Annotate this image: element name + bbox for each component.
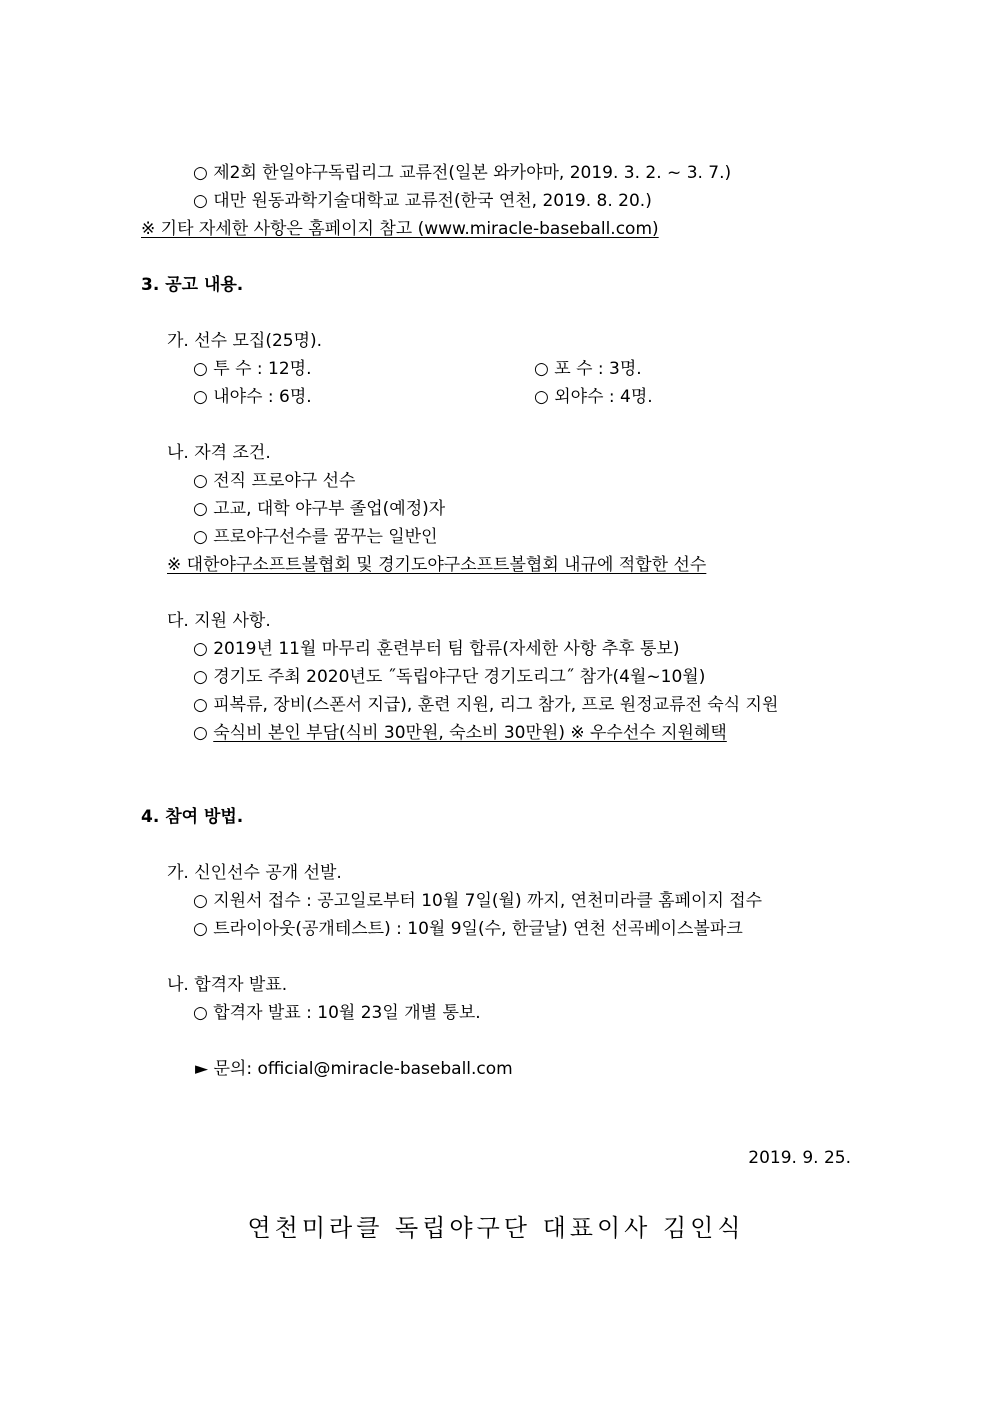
support-item: ○ 피복류, 장비(스폰서 지급), 훈련 지원, 리그 참가, 프로 원정교류전 숙식 지원 xyxy=(193,695,779,715)
homepage-note: ※ 기타 자세한 사항은 홈페이지 참고 (www.miracle-baseball.com) xyxy=(141,219,659,239)
qualification-item: ○ 프로야구선수를 꿈꾸는 일반인 xyxy=(193,527,438,547)
recruit-catcher: ○ 포 수 : 3명. xyxy=(534,359,642,379)
contact-line: ► 문의: official@miracle-baseball.com xyxy=(195,1059,513,1079)
selection-item: ○ 트라이아웃(공개테스트) : 10월 9일(수, 한글날) 연천 선곡베이스볼파크 xyxy=(193,919,743,939)
selection-item: ○ 지원서 접수 : 공고일로부터 10월 7일(월) 까지, 연천미라클 홈페이지 접수 xyxy=(193,891,763,911)
recruit-heading: 가. 선수 모집(25명). xyxy=(167,331,323,351)
exchange-item-japan: ○ 제2회 한일야구독립리그 교류전(일본 와카야마, 2019. 3. 2. ~ 3. 7.) xyxy=(193,163,732,183)
qualification-heading: 나. 자격 조건. xyxy=(167,443,271,463)
qualification-item: ○ 고교, 대학 야구부 졸업(예정)자 xyxy=(193,499,446,519)
qualification-item: ○ 전직 프로야구 선수 xyxy=(193,471,356,491)
recruit-pitcher: ○ 투 수 : 12명. xyxy=(193,359,312,379)
selection-heading: 가. 신인선수 공개 선발. xyxy=(167,863,342,883)
signature: 연천미라클 독립야구단 대표이사 김인식 xyxy=(247,1214,745,1242)
recruit-infielder: ○ 내야수 : 6명. xyxy=(193,387,312,407)
support-item: ○ 경기도 주최 2020년도 ˝독립야구단 경기도리그˝ 참가(4월~10월) xyxy=(193,667,706,687)
support-item: ○ 2019년 11월 마무리 훈련부터 팀 합류(자세한 사항 추후 통보) xyxy=(193,639,680,659)
section-3-title: 3. 공고 내용. xyxy=(141,275,244,295)
exchange-item-taiwan: ○ 대만 원동과학기술대학교 교류전(한국 연천, 2019. 8. 20.) xyxy=(193,191,652,211)
document-date: 2019. 9. 25. xyxy=(748,1148,851,1168)
recruit-outfielder: ○ 외야수 : 4명. xyxy=(534,387,653,407)
circle-bullet: ○ xyxy=(193,723,208,743)
support-item-last xyxy=(193,722,727,744)
announcement-heading: 나. 합격자 발표. xyxy=(167,975,288,995)
announcement-item: ○ 합격자 발표 : 10월 23일 개별 통보. xyxy=(193,1003,481,1023)
section-4-title: 4. 참여 방법. xyxy=(141,807,244,827)
meal-cost-note: 숙식비 본인 부담(식비 30만원, 숙소비 30만원) ※ 우수선수 지원혜택 xyxy=(213,723,727,743)
support-heading: 다. 지원 사항. xyxy=(167,611,271,631)
qualification-note: ※ 대한야구소프트볼협회 및 경기도야구소프트볼협회 내규에 적합한 선수 xyxy=(167,555,707,575)
